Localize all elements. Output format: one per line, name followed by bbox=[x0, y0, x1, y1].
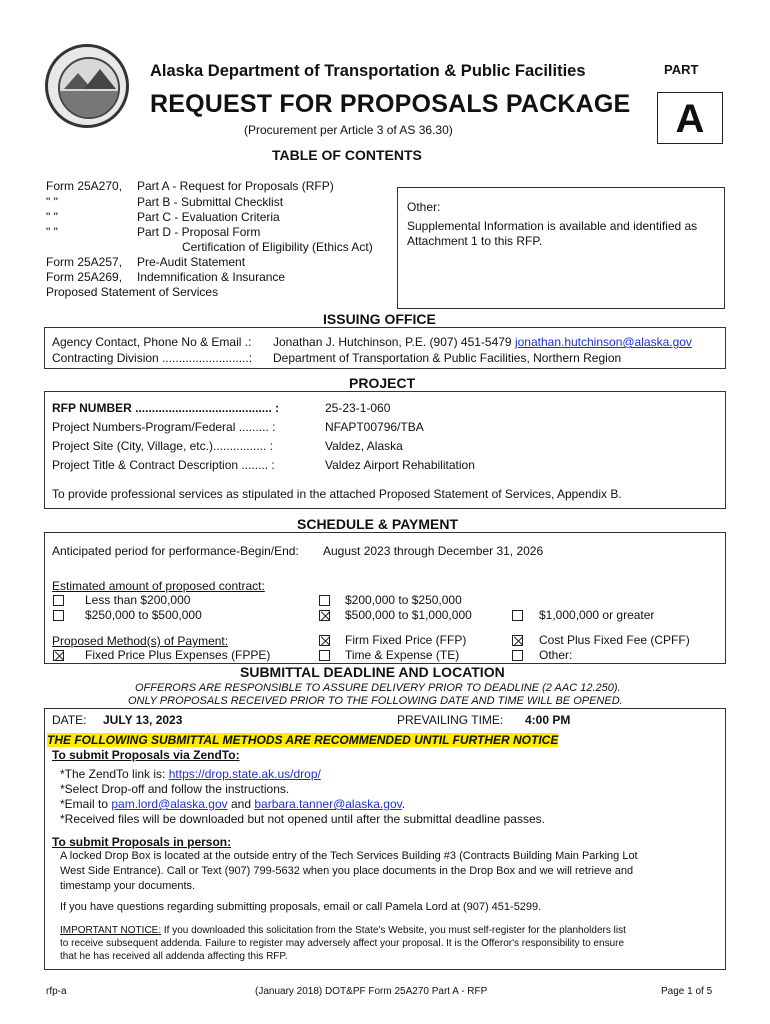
in-person-line: A locked Drop Box is located at the outside entry of the Tech Services Building #3 (Contracts Building Main Parking Lot bbox=[60, 850, 638, 862]
payment-label: Other: bbox=[539, 648, 573, 662]
payment-label: Time & Expense (TE) bbox=[345, 648, 460, 662]
payment-checkbox-other[interactable] bbox=[512, 650, 523, 661]
submittal-title: SUBMITTAL DEADLINE AND LOCATION bbox=[240, 664, 505, 680]
agency-name: Alaska Department of Transportation & Public Facilities bbox=[150, 62, 586, 80]
project-site-value: Valdez, Alaska bbox=[325, 439, 403, 453]
rfp-number-value: 25-23-1-060 bbox=[325, 401, 391, 415]
other-label: Other: bbox=[407, 200, 441, 214]
payment-checkbox-te[interactable] bbox=[319, 650, 330, 661]
agency-contact-label: Agency Contact, Phone No & Email .: bbox=[52, 335, 252, 349]
project-box bbox=[44, 391, 726, 509]
submittal-warning-2: ONLY PROPOSALS RECEIVED PRIOR TO THE FOLLOWING DATE AND TIME WILL BE OPENED. bbox=[128, 695, 623, 707]
important-notice-label: IMPORTANT NOTICE: bbox=[60, 925, 162, 936]
toc-item-col2: Part A - Request for Proposals (RFP) bbox=[137, 179, 334, 193]
toc-other-box bbox=[397, 187, 725, 309]
submittal-box bbox=[44, 708, 726, 970]
payment-checkbox-cpff[interactable] bbox=[512, 635, 523, 646]
project-row-label: Project Site (City, Village, etc.)................ : bbox=[52, 439, 273, 453]
toc-item-col2: Pre-Audit Statement bbox=[137, 255, 246, 269]
contracting-division-label: Contracting Division ..........................: bbox=[52, 351, 253, 365]
zendto-heading: To submit Proposals via ZendTo: bbox=[52, 748, 240, 762]
estimated-amount-label: Estimated amount of proposed contract: bbox=[52, 579, 265, 593]
project-numbers-value: NFAPT00796/TBA bbox=[325, 420, 424, 434]
payment-checkbox-fppe[interactable] bbox=[53, 650, 64, 661]
toc-title: TABLE OF CONTENTS bbox=[272, 147, 422, 163]
payment-label: Fixed Price Plus Expenses (FPPE) bbox=[85, 648, 271, 662]
project-row-label bbox=[52, 401, 279, 415]
toc-item-col2: Part B - Submittal Checklist bbox=[137, 195, 284, 209]
other-text-line: Attachment 1 to this RFP. bbox=[407, 234, 543, 248]
zendto-email-line bbox=[60, 797, 405, 811]
contact-name-phone: Jonathan J. Hutchinson, P.E. (907) 451-5479 bbox=[273, 335, 512, 349]
zendto-link-line bbox=[60, 767, 321, 781]
project-title-value: Valdez Airport Rehabilitation bbox=[325, 458, 475, 472]
amount-label: Less than $200,000 bbox=[85, 593, 191, 607]
important-notice-line: that he has received all addenda affecting this RFP. bbox=[60, 951, 288, 962]
amount-label: $500,000 to $1,000,000 bbox=[345, 608, 472, 622]
project-description: To provide professional services as stipulated in the attached Proposed Statement of Services, Appendix B. bbox=[52, 487, 622, 501]
toc-item-col1: Form 25A270, bbox=[46, 179, 123, 193]
agency-contact-value bbox=[273, 335, 692, 349]
email-link-barbara-tanner[interactable]: barbara.tanner@alaska.gov bbox=[254, 797, 402, 811]
important-notice-text: If you downloaded this solicitation from the State's Website, you must self-register for the planholders list bbox=[161, 925, 626, 936]
zendto-link-prefix: *The ZendTo link is: bbox=[60, 767, 166, 781]
important-notice-line bbox=[60, 925, 626, 936]
project-row-label: Project Title & Contract Description ........ : bbox=[52, 458, 275, 472]
rfp-number-label: RFP NUMBER ......................................... : bbox=[52, 401, 280, 415]
amount-checkbox-200k-250k[interactable] bbox=[319, 595, 330, 606]
issuing-office-title: ISSUING OFFICE bbox=[323, 311, 436, 327]
schedule-payment-title: SCHEDULE & PAYMENT bbox=[297, 516, 459, 532]
toc-item-col2: Indemnification & Insurance bbox=[137, 270, 286, 284]
toc-item-col1: " " bbox=[46, 225, 58, 239]
amount-checkbox-500k-1m[interactable] bbox=[319, 610, 330, 621]
period-label: Anticipated period for performance-Begin/End: bbox=[52, 544, 299, 558]
in-person-line: West Side Entrance). Call or Text (907) 799-5632 when you place documents in the Drop Box and we will retrieve and bbox=[60, 865, 634, 877]
important-notice-line: to receive subsequent addenda. Failure to register may adversely affect your proposal. It is the Offeror's responsibility to ensure bbox=[60, 938, 625, 949]
questions-line: If you have questions regarding submitting proposals, email or call Pamela Lord at (907) 451-5299. bbox=[60, 901, 542, 913]
time-label: PREVAILING TIME: bbox=[397, 713, 504, 727]
document-title: REQUEST FOR PROPOSALS PACKAGE bbox=[150, 90, 631, 118]
seal-emblem bbox=[58, 57, 120, 119]
email-link-pam-lord[interactable]: pam.lord@alaska.gov bbox=[111, 797, 228, 811]
amount-label: $200,000 to $250,000 bbox=[345, 593, 462, 607]
notice-banner bbox=[47, 733, 558, 747]
toc-item-col2: Part C - Evaluation Criteria bbox=[137, 210, 280, 224]
email-prefix: *Email to bbox=[60, 797, 109, 811]
footer-page-number: Page 1 of 5 bbox=[661, 986, 713, 997]
project-title: PROJECT bbox=[349, 375, 416, 391]
payment-label: Firm Fixed Price (FFP) bbox=[345, 633, 467, 647]
toc-item-col1: Proposed Statement of Services bbox=[46, 285, 219, 299]
toc-item-col1: " " bbox=[46, 195, 58, 209]
document-subtitle: (Procurement per Article 3 of AS 36.30) bbox=[244, 123, 453, 137]
toc-item-col1: Form 25A269, bbox=[46, 270, 123, 284]
payment-method-label: Proposed Method(s) of Payment: bbox=[52, 634, 229, 648]
payment-checkbox-ffp[interactable] bbox=[319, 635, 330, 646]
footer-center: (January 2018) DOT&PF Form 25A270 Part A - RFP bbox=[255, 986, 488, 997]
date-label: DATE: bbox=[52, 713, 87, 727]
amount-label: $1,000,000 or greater bbox=[539, 608, 655, 622]
zendto-instruction: *Select Drop-off and follow the instructions. bbox=[60, 782, 290, 796]
zendto-received-note: *Received files will be downloaded but not opened until after the submittal deadline passes. bbox=[60, 812, 545, 826]
contracting-division-value: Department of Transportation & Public Facilities, Northern Region bbox=[273, 351, 622, 365]
issuing-office-box bbox=[44, 327, 726, 369]
amount-label: $250,000 to $500,000 bbox=[85, 608, 202, 622]
toc-item-col1: " " bbox=[46, 210, 58, 224]
toc-item-col1: Form 25A257, bbox=[46, 255, 123, 269]
payment-label: Cost Plus Fixed Fee (CPFF) bbox=[539, 633, 690, 647]
in-person-heading: To submit Proposals in person: bbox=[52, 835, 232, 849]
amount-checkbox-1m-plus[interactable] bbox=[512, 610, 523, 621]
zendto-link[interactable]: https://drop.state.ak.us/drop/ bbox=[168, 767, 321, 781]
in-person-line: timestamp your documents. bbox=[60, 880, 196, 892]
amount-checkbox-less-200k[interactable] bbox=[53, 595, 64, 606]
date-value: JULY 13, 2023 bbox=[103, 713, 183, 727]
state-seal bbox=[45, 44, 129, 128]
time-value: 4:00 PM bbox=[525, 713, 571, 727]
email-and: and bbox=[230, 797, 251, 811]
submittal-warning-1: OFFERORS ARE RESPONSIBLE TO ASSURE DELIVERY PRIOR TO DEADLINE (2 AAC 12.250). bbox=[135, 682, 621, 694]
part-label: PART bbox=[664, 62, 699, 77]
toc-item-col2: Certification of Eligibility (Ethics Act) bbox=[182, 240, 373, 254]
email-suffix: . bbox=[401, 797, 406, 811]
footer-left: rfp-a bbox=[46, 986, 67, 997]
period-value: August 2023 through December 31, 2026 bbox=[323, 544, 544, 558]
notice-text: THE FOLLOWING SUBMITTAL METHODS ARE RECOMMENDED UNTIL FURTHER NOTICE bbox=[47, 733, 559, 747]
contact-email-link[interactable]: jonathan.hutchinson@alaska.gov bbox=[514, 335, 692, 349]
amount-checkbox-250k-500k[interactable] bbox=[53, 610, 64, 621]
other-text-line: Supplemental Information is available and identified as bbox=[407, 219, 698, 233]
project-row-label: Project Numbers-Program/Federal ......... : bbox=[52, 420, 276, 434]
toc-item-col2: Part D - Proposal Form bbox=[137, 225, 261, 239]
schedule-payment-box bbox=[44, 532, 726, 664]
part-letter-box: A bbox=[657, 92, 723, 144]
